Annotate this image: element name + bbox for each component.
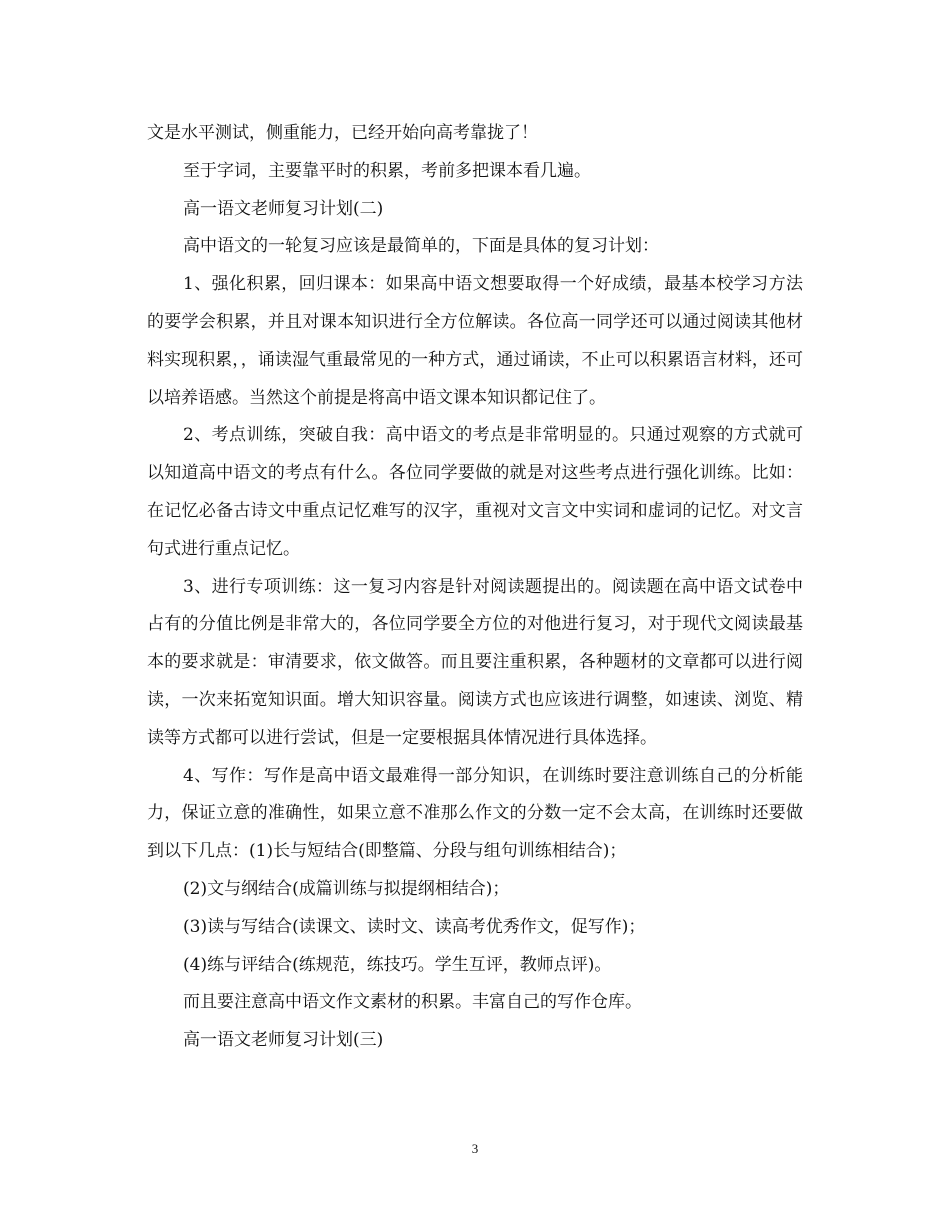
section-heading-plan-2: 高一语文老师复习计划(二) xyxy=(183,198,384,219)
paragraph-item-1: 1、强化积累，回归课本：如果高中语文想要取得一个好成绩，最基本校学习方法的要学会积累，并且对课本知识进行全方位解读。各位高一同学还可以通过阅读其他材料实现积累，，诵读湿气重最常见的一种方式，通过诵读，不止可以积累语言材料，还可以培养语感。当然这个前提是将高中语文课本知识都记住了。 xyxy=(147,274,803,408)
paragraph-point-2: (2)文与纲结合(成篇训练与拟提纲相结合)； xyxy=(183,878,510,899)
paragraph-vocabulary-note: 至于字词，主要靠平时的积累，考前多把课本看几遍。 xyxy=(183,160,591,181)
paragraph-point-4: (4)练与评结合(练规范，练技巧。学生互评，教师点评)。 xyxy=(183,954,612,975)
paragraph-item-3: 3、进行专项训练：这一复习内容是针对阅读题提出的。阅读题在高中语文试卷中占有的分值比例是非常大的，各位同学要全方位的对他进行复习，对于现代文阅读最基本的要求就是：审清要求，依文做答。而且要注重积累，各种题材的文章都可以进行阅读，一次来拓宽知识面。增大知识容量。阅读方式也应该进行调整，如速读、浏览、精读等方式都可以进行尝试，但是一定要根据具体情况进行具体选择。 xyxy=(147,576,803,748)
paragraph-intro: 高中语文的一轮复习应该是最简单的，下面是具体的复习计划： xyxy=(183,236,659,257)
paragraph-conclusion: 而且要注意高中语文作文素材的积累。丰富自己的写作仓库。 xyxy=(183,992,642,1013)
paragraph-item-2: 2、考点训练，突破自我：高中语文的考点是非常明显的。只通过观察的方式就可以知道高中语文的考点有什么。各位同学要做的就是对这些考点进行强化训练。比如：在记忆必备古诗文中重点记忆难写的汉字，重视对文言文中实词和虚词的记忆。对文言句式进行重点记忆。 xyxy=(147,425,803,559)
section-heading-plan-3: 高一语文老师复习计划(三) xyxy=(183,1030,384,1051)
paragraph-point-3: (3)读与写结合(读课文、读时文、读高考优秀作文，促写作)； xyxy=(183,916,646,937)
paragraph-continuation: 文是水平测试，侧重能力，已经开始向高考靠拢了！ xyxy=(147,123,538,143)
page-body xyxy=(147,115,803,1060)
paragraph-item-4: 4、写作：写作是高中语文最难得一部分知识，在训练时要注意训练自己的分析能力，保证立意的准确性，如果立意不准那么作文的分数一定不会太高，在训练时还要做到以下几点：(1)长与短结合(即整篇、分段与组句训练相结合)； xyxy=(147,765,803,862)
page-number: 3 xyxy=(471,1141,479,1156)
